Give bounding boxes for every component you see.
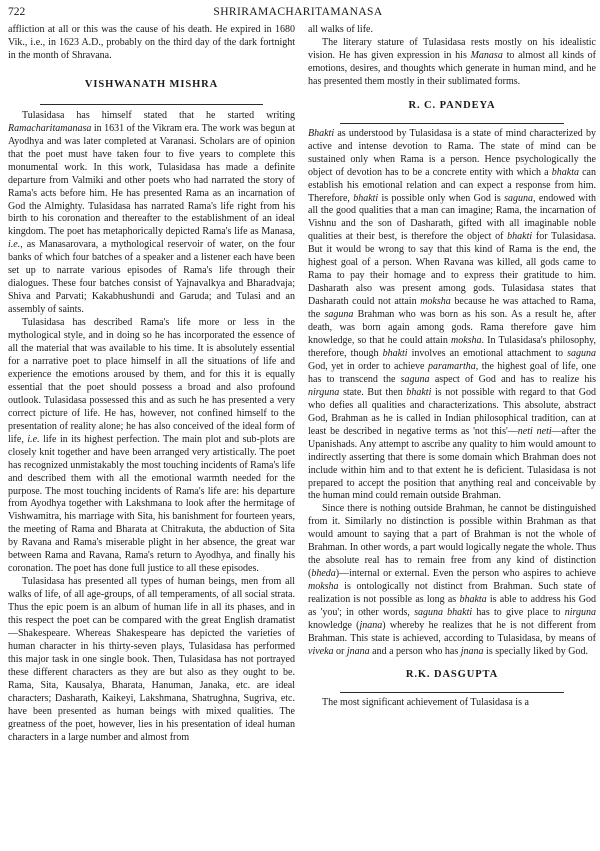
paragraph: The most significant achievement of Tulasidasa is a: [322, 696, 529, 708]
left-column: [8, 24, 295, 851]
heading-rule: [40, 104, 264, 105]
running-title: SHRIRAMACHARITAMANASA: [213, 6, 383, 18]
paragraph: Tulasidasa has described Rama's life more or less in the mythological style, and in doing so he has incorporated the essence of all the material that was available to his time. It is absolutely essential for a narrative poet to place himself in all the situations of life and experience the emotions aroused by them, and for this it is equally essential that the poet should possess a broad and also profound outlook. Tulasidasa possessed this and as such he has presented a very correct picture of life. He has, however, not confined himself to the presentation of reality alone; he has also conceived of the ideal form of life, i.e. life in its highest perfection. The main plot and sub-plots are closely knit together and have been arranged very artistically. The poet has recognized unmistakably the most touching incidents of Rama's life and described them with all the emotional warmth needed for the purpose. The most touching incidents of Rama's life are: his departure from Ayodhya together with Lakshmana to look after the hermitage of Vishwamitra, his marriage with Sita, his banishment for fourteen years, the meeting of Rama and Bharata at Chitrakuta, the abduction of Sita by Ravana and Rama's miserable plight in her absence, the great war between Rama and Ravana, Rama's return to Ayodhya, and finally his coronation. The poet has done full justice to all these episodes.: [8, 317, 295, 575]
continued-paragraph: affliction at all or this was the cause of his death. He expired in 1680 Vik., i.e., in 1623 A.D., probably on the third day of the dark fortnight in the month of Shravana.: [8, 24, 295, 61]
section-heading: VISHWANATH MISHRA: [84, 78, 219, 90]
continued-paragraph: all walks of life.: [308, 24, 373, 35]
right-column: [308, 24, 596, 851]
section-heading: R. C. PANDEYA: [408, 99, 496, 111]
paragraph: Tulasidasa has presented all types of human beings, men from all walks of life, of all age-groups, of all temperaments, of all social strata. Thus the epic poem is an album of human life in all its phases, and in this respect the poet can be compared with the great English dramatist—Shakespeare. Whereas Shakespeare has depicted the varieties of human character in his thirty-seven plays, Tulasidasa has performed this major task in one single book. Then, Tulasidasa has not portrayed these different characters as they are but also as they ought to be. Rama, Sita, Kausalya, Bharata, Hanuman, Janaka, etc. are ideal characters; Dasharath, Kaikeyi, Lakshmana, Shatrughna, Sugriva, etc. have been presented as human beings with mixed qualities. The greatness of the poet, however, lies in his presentation of ideal human characters in a large number and almost from: [8, 576, 295, 743]
heading-rule: [340, 123, 565, 124]
page-header: [8, 4, 588, 20]
heading-rule: [340, 692, 565, 693]
section-rk-dasgupta: [308, 659, 596, 693]
section-rc-pandeya: [308, 89, 596, 124]
paragraph: Tulasidasa has himself stated that he started writing Ramacharitamanasa in 1631 of the Vikram era. The work was begun at Ayodhya and was later completed at Varanasi. Scholars are of opinion that the poet must have taken four to five years to complete this monumental work. In this work, Tulasidasa has made a definite departure from Valmiki and other poets who had narrated the story of Rama's acts before him. He has presented Rama as an incarnation of God the Almighty. Tulasidasa has narrated Rama's life right from his birth to his coronation and thereafter to the establishment of an ideal kingdom. The poet has metaphorically depicted Rama's life as Manasa, i.e., as Manasarovara, a mythological reservoir of water, on the four banks of which four batches of a speaker and a listener each have been set up to narrate various episodes of Rama's life through their dialogues. These four batches consist of Yajnavalkya and Bharadvaja; Shiva and Parvati; Kakabhushundi and Garuda; and Tulasi and an assembly of saints.: [8, 109, 295, 316]
section-vishwanath-mishra: [8, 63, 295, 105]
paragraph: Since there is nothing outside Brahman, he cannot be distinguished from it. Similarly no distinction is possible within Brahman as that would amount to saying that a part of Brahman is not the whole of Brahman. In other words, a part would logically negate the whole. Thus the absolute real has to remain free from any kind of distinction (bheda)—internal or external. Even the person who aspires to achieve moksha is ontologically not distinct from Brahman. Such state of realization is not possible as long as bhakta is able to address his God as 'you'; in other words, saguna bhakti has to give place to nirguna knowledge (jnana) whereby he realizes that he is not different from Brahman. This state is achieved, according to Tulasidasa, by means of viveka or jnana and a person who has jnana is specially liked by God.: [308, 503, 596, 657]
paragraph: Bhakti as understood by Tulasidasa is a state of mind characterized by active and intense devotion to Rama. The state of mind can be sustained only when Rama is a person. Hence psychologically the object of devotion has to be a concrete entity with which a bhakta can establish his emotional relation and can expect a response from him. Therefore, bhakti is possible only when God is saguna, endowed with all the good qualities that a man can imagine; Rama, the incarnation of Vishnu and the son of Dasharath, gifted with all imaginable noble qualities at their best, is therefore the object of bhakti for Tulasidasa. But it would be wrong to say that this kind of Rama is the end, the highest goal of a person. When Ravana was killed, all gods came to Rama to pay their homage and to express their gratitude to him. Dasharath also was present among gods. Tulasidasa states that Dasharath could not attain moksha because he was attached to Rama, the saguna Brahman who was born as his son. As a result he, after death, was born again among gods. Rama therefore gave him knowledge, so that he could attain moksha. In Tulasidasa's philosophy, therefore, though bhakti involves an emotional attachment to saguna God, yet in order to achieve paramartha, the highest goal of life, one has to transcend the saguna aspect of God and has to realize his nirguna state. But then bhakti is not possible with regard to that God who defies all qualities and characterizations. This absolute, abstract God, Brahman as he is called in Indian philosophical tradition, can at least be described in negative terms as 'not this'—neti neti—after the Upanishads. Any attempt to ascribe any quality to him would amount to indirectly asserting that there is some domain which Brahman does not include within him and to that extent he is deficient. Tulasidasa is not prepared to accept the position that anything real and conceivable by the human mind could remain outside Brahman.: [308, 127, 596, 502]
page-number: 722: [8, 6, 26, 18]
paragraph: The literary stature of Tulasidasa rests mostly on his idealistic vision. He has given expression in his Manasa to almost all kinds of emotions, desires, and thoughts which generate in human mind, and he has presented them mostly in their sublimated forms.: [308, 36, 596, 87]
section-heading: R.K. DASGUPTA: [405, 668, 499, 680]
